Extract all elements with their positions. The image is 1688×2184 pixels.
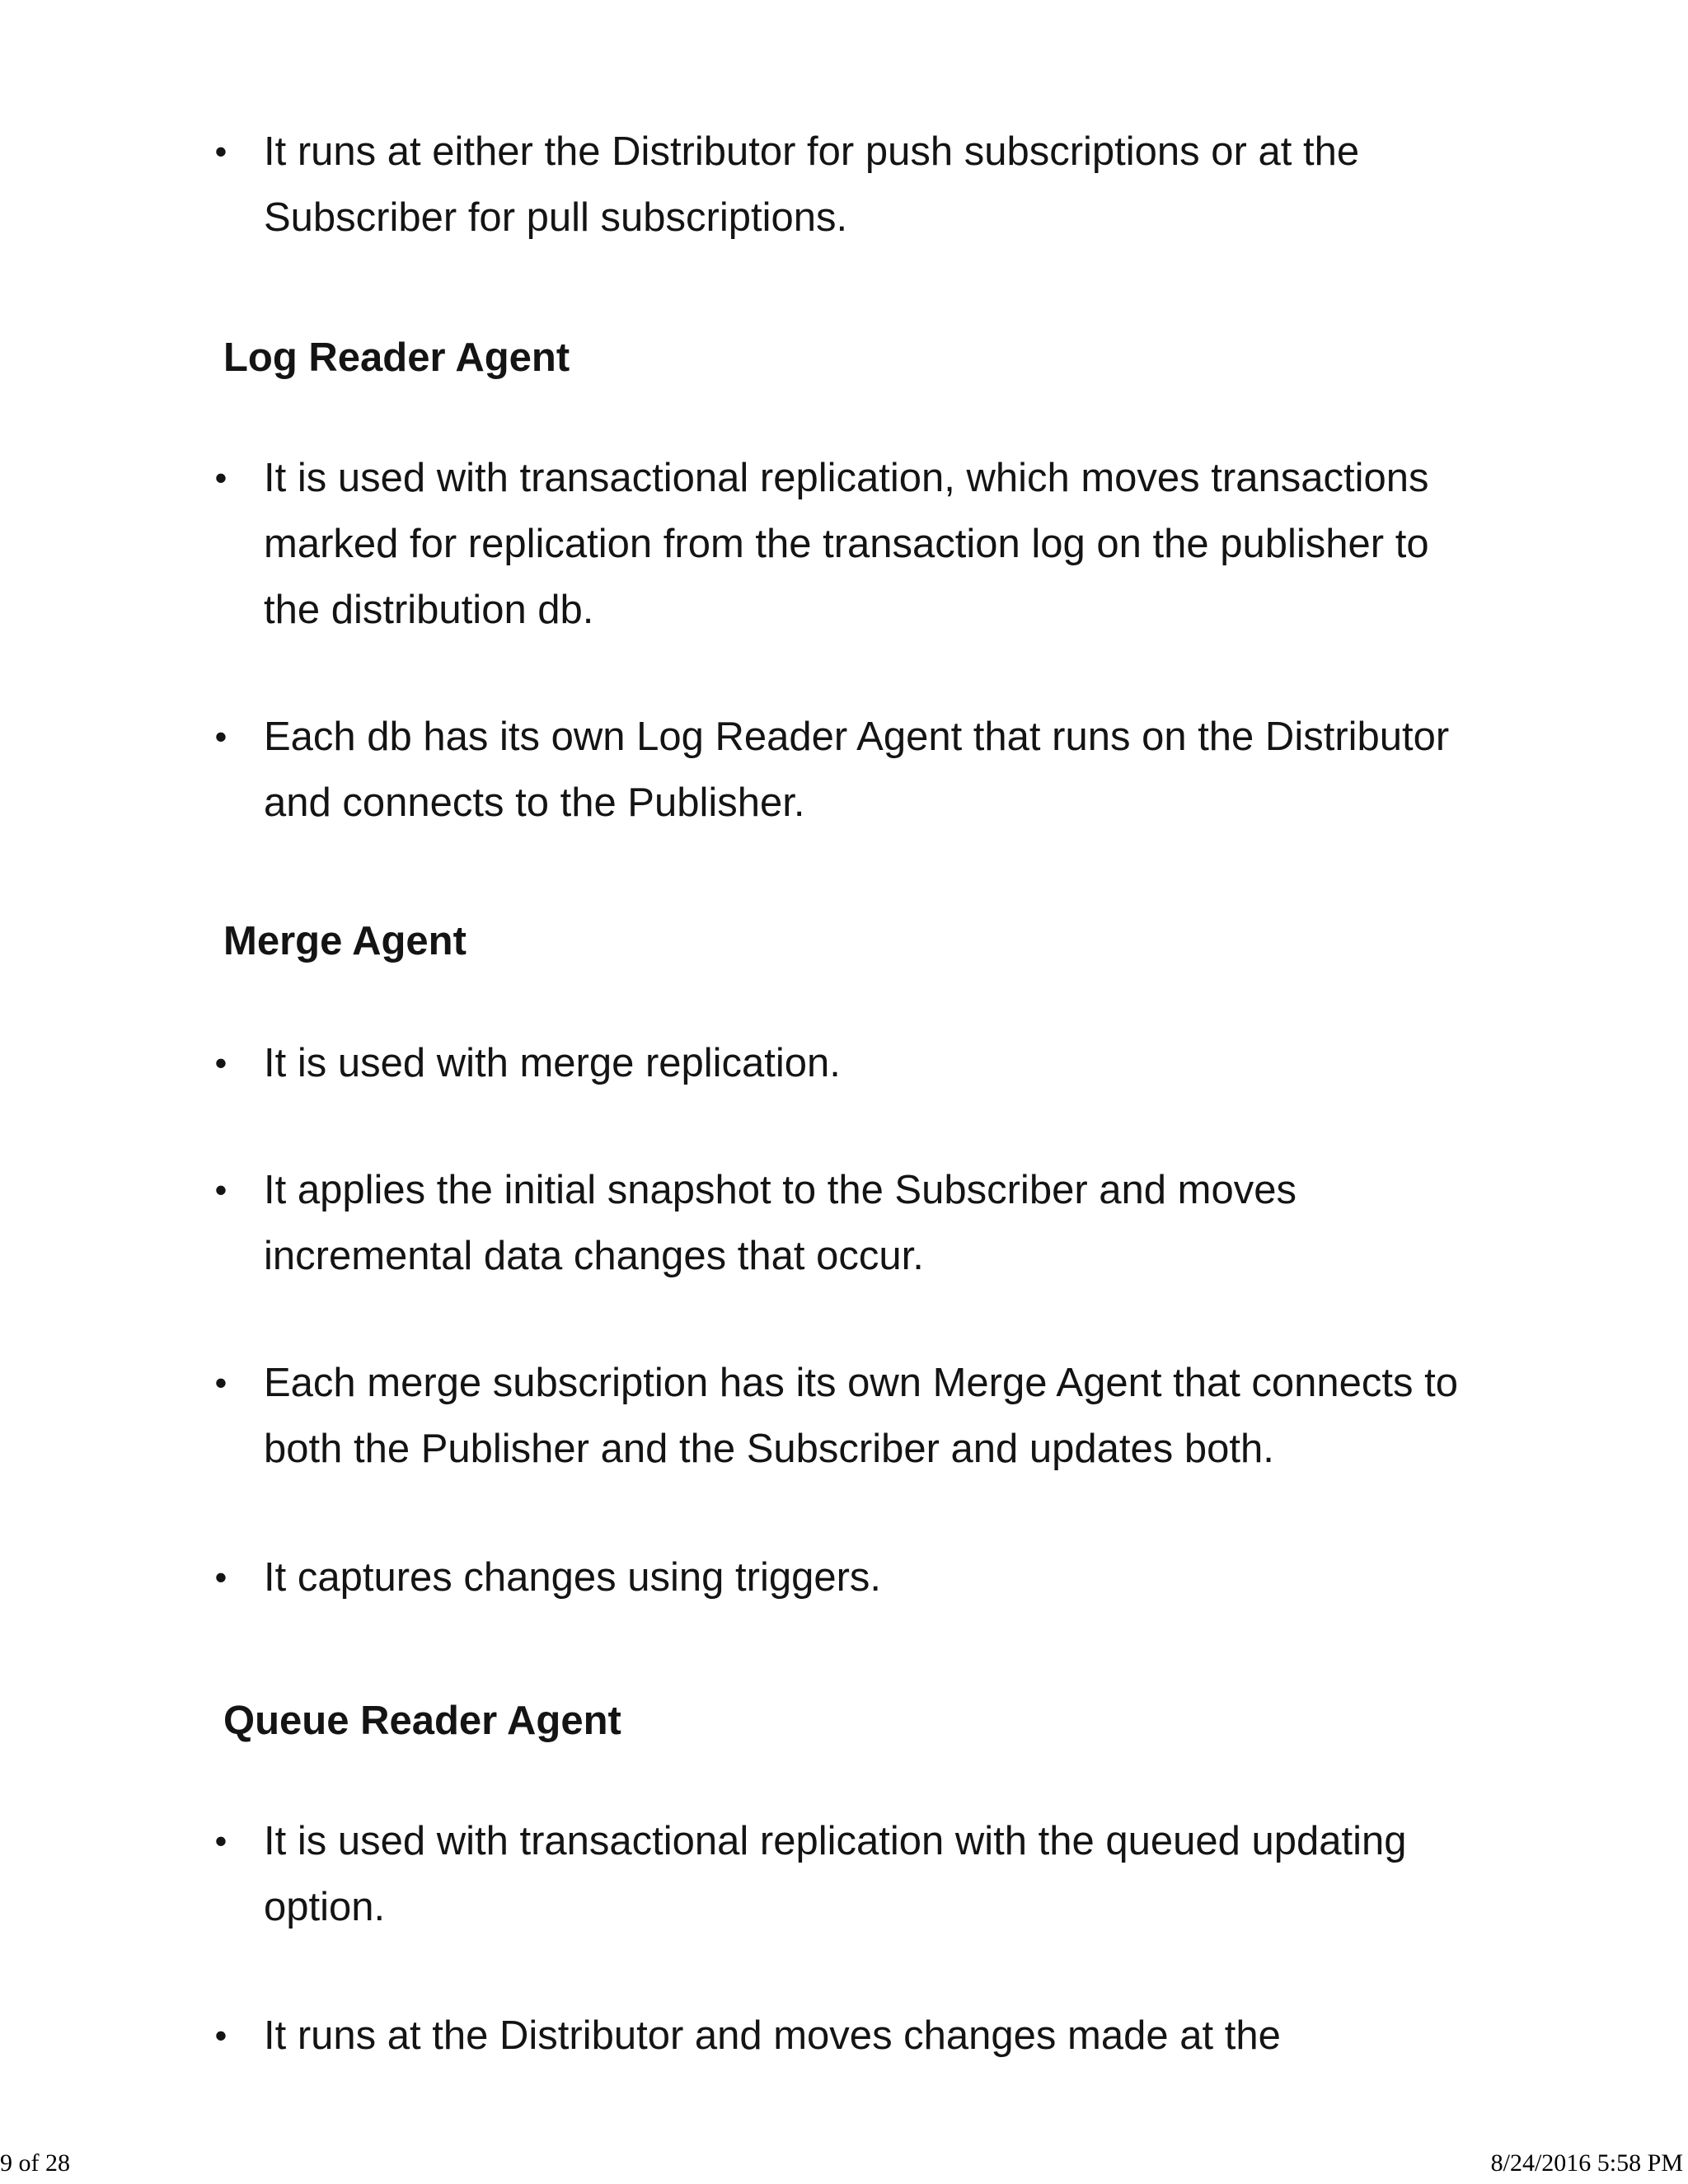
page-number: 9 of 28	[0, 2149, 70, 2177]
list-item	[214, 1030, 1484, 1096]
section-heading-log-reader-agent: Log Reader Agent	[223, 335, 570, 380]
bullet-icon: •	[214, 132, 227, 171]
list-item-text: It runs at the Distributor and moves changes made at the	[264, 2013, 1281, 2058]
bullet-icon: •	[214, 1170, 227, 1209]
list-item-text: It is used with merge replication.	[264, 1041, 841, 1085]
list-item-text: It captures changes using triggers.	[264, 1555, 882, 1600]
list-item	[214, 1808, 1484, 1940]
bullet-icon: •	[214, 1821, 227, 1860]
list-item-text: Each db has its own Log Reader Agent that runs on the Distributor and connects to the Publisher.	[264, 715, 1450, 825]
section-heading-queue-reader-agent: Queue Reader Agent	[223, 1699, 621, 1743]
list-item	[214, 1544, 1484, 1610]
bullet-icon: •	[214, 1558, 227, 1596]
list-item-text: It is used with transactional replication with the queued updating option.	[264, 1819, 1407, 1929]
bullet-icon: •	[214, 717, 227, 756]
list-item	[214, 1157, 1484, 1289]
list-item-text: It runs at either the Distributor for push subscriptions or at the Subscriber for pull subscriptions.	[264, 129, 1360, 240]
list-item	[214, 119, 1484, 251]
list-item	[214, 1350, 1484, 1482]
list-item-text: It applies the initial snapshot to the Subscriber and moves incremental data changes that occur.	[264, 1168, 1296, 1278]
bullet-icon: •	[214, 1363, 227, 1402]
list-item-text: Each merge subscription has its own Merge Agent that connects to both the Publisher and the Subscriber and updates both.	[264, 1361, 1459, 1471]
list-item	[214, 445, 1484, 643]
list-item	[214, 704, 1484, 836]
print-timestamp: 8/24/2016 5:58 PM	[1490, 2149, 1683, 2177]
bullet-icon: •	[214, 2016, 227, 2055]
list-item-text: It is used with transactional replication, which moves transactions marked for replication from the transaction log on the publisher to the distribution db.	[264, 456, 1429, 632]
section-heading-merge-agent: Merge Agent	[223, 919, 467, 963]
bullet-icon: •	[214, 1043, 227, 1082]
list-item	[214, 2003, 1484, 2069]
bullet-icon: •	[214, 458, 227, 497]
